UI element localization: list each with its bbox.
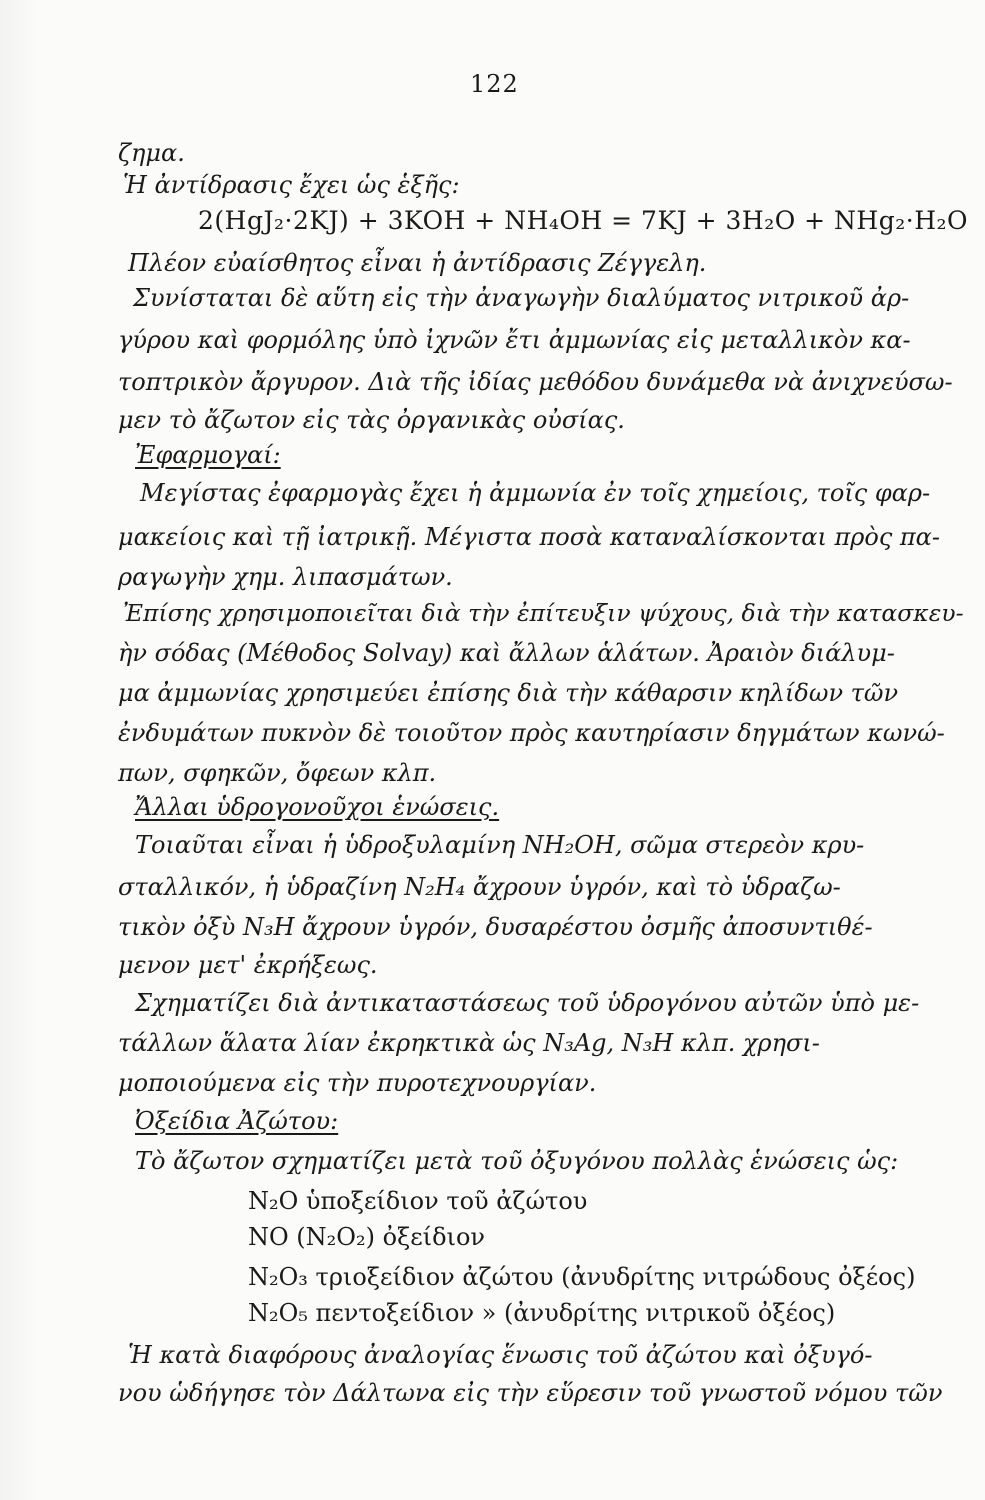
section-heading-nitrogen-oxides: Ὀξείδια Ἀζώτου: [135, 1107, 339, 1135]
text-line: ἐνδυμάτων πυκνὸν δὲ τοιοῦτον πρὸς καυτηρίασιν δηγμάτων κωνώ- [118, 719, 945, 747]
text-line: Ἡ κατὰ διαφόρους ἀναλογίας ἕνωσις τοῦ ἀζώτου καὶ ὀξυγό- [128, 1341, 873, 1369]
text-line: τικὸν ὀξὺ N₃H ἄχρουν ὑγρόν, δυσαρέστου ὀσμῆς ἀποσυντιθέ- [118, 913, 873, 941]
text-line: Τὸ ἄζωτον σχηματίζει μετὰ τοῦ ὀξυγόνου πολλὰς ἑνώσεις ὡς: [135, 1147, 899, 1175]
text-line: νου ὡδήγησε τὸν Δάλτωνα εἰς τὴν εὕρεσιν τοῦ γνωστοῦ νόμου τῶν [118, 1379, 943, 1407]
text-line: Σχηματίζει διὰ ἀντικαταστάσεως τοῦ ὑδρογόνου αὐτῶν ὑπὸ με- [135, 989, 920, 1017]
text-line: σταλλικόν, ἡ ὑδραζίνη N₂H₄ ἄχρουν ὑγρόν, καὶ τὸ ὑδραζω- [118, 873, 841, 901]
text-line: Ἐπίσης χρησιμοποιεῖται διὰ τὴν ἐπίτευξιν ψύχους, διὰ τὴν κατασκευ- [123, 599, 964, 627]
text-line: Πλέον εὐαίσθητος εἶναι ἡ ἀντίδρασις Ζέγγελη. [128, 249, 707, 277]
section-heading-applications: Ἐφαρμογαί: [135, 441, 281, 469]
text-line: μοποιούμενα εἰς τὴν πυροτεχνουργίαν. [118, 1069, 597, 1097]
text-line: πων, σφηκῶν, ὄφεων κλπ. [118, 759, 437, 787]
text-line: μα ἀμμωνίας χρησιμεύει ἐπίσης διὰ τὴν κάθαρσιν κηλίδων τῶν [118, 679, 899, 707]
page-number: 122 [470, 70, 519, 98]
text-line: γύρου καὶ φορμόλης ὑπὸ ἰχνῶν ἔτι ἀμμωνίας εἰς μεταλλικὸν κα- [118, 326, 911, 354]
oxide-list-item: NO (N₂O₂) ὀξείδιον [248, 1223, 485, 1251]
equation-line: 2(HgJ₂·2KJ) + 3KOH + NH₄OH = 7KJ + 3H₂O + NHg₂·H₂O [198, 206, 969, 235]
oxide-list-item: N₂O ὑποξείδιον τοῦ ἀζώτου [248, 1187, 588, 1215]
text-line: Συνίσταται δὲ αὕτη εἰς τὴν ἀναγωγὴν διαλύματος νιτρικοῦ ἀρ- [133, 284, 910, 312]
text-line: ραγωγὴν χημ. λιπασμάτων. [118, 563, 453, 591]
section-heading-hydrogen-compounds: Ἄλλαι ὑδρογονοῦχοι ἑνώσεις. [135, 793, 500, 821]
text-line: Ἡ ἀντίδρασις ἔχει ὡς ἑξῆς: [123, 171, 460, 199]
text-line: μακείοις καὶ τῇ ἰατρικῇ. Μέγιστα ποσὰ καταναλίσκονται πρὸς πα- [118, 523, 940, 551]
text-line: Τοιαῦται εἶναι ἡ ὑδροξυλαμίνη NH₂OH, σῶμα στερεὸν κρυ- [135, 831, 865, 859]
text-line: μεν τὸ ἄζωτον εἰς τὰς ὀργανικὰς οὐσίας. [118, 406, 625, 434]
text-line: τοπτρικὸν ἄργυρον. Διὰ τῆς ἰδίας μεθόδου δυνάμεθα νὰ ἀνιχνεύσω- [118, 368, 953, 396]
text-line: ζημα. [118, 139, 185, 167]
oxide-list-item: N₂O₅ πεντοξείδιον » (ἀνυδρίτης νιτρικοῦ ὀξέος) [248, 1299, 836, 1327]
text-line: τάλλων ἅλατα λίαν ἐκρηκτικὰ ὡς N₃Ag, N₃H κλπ. χρησι- [118, 1029, 820, 1057]
text-line: μενον μετ' ἐκρήξεως. [118, 951, 378, 979]
text-line: Μεγίστας ἐφαρμογὰς ἔχει ἡ ἀμμωνία ἐν τοῖς χημείοις, τοῖς φαρ- [140, 479, 931, 507]
text-line: ὴν σόδας (Μέθοδος Solvay) καὶ ἄλλων ἁλάτων. Ἀραιὸν διάλυμ- [118, 639, 895, 667]
oxide-list-item: N₂O₃ τριοξείδιον ἀζώτου (ἀνυδρίτης νιτρώδους ὀξέος) [248, 1263, 916, 1291]
